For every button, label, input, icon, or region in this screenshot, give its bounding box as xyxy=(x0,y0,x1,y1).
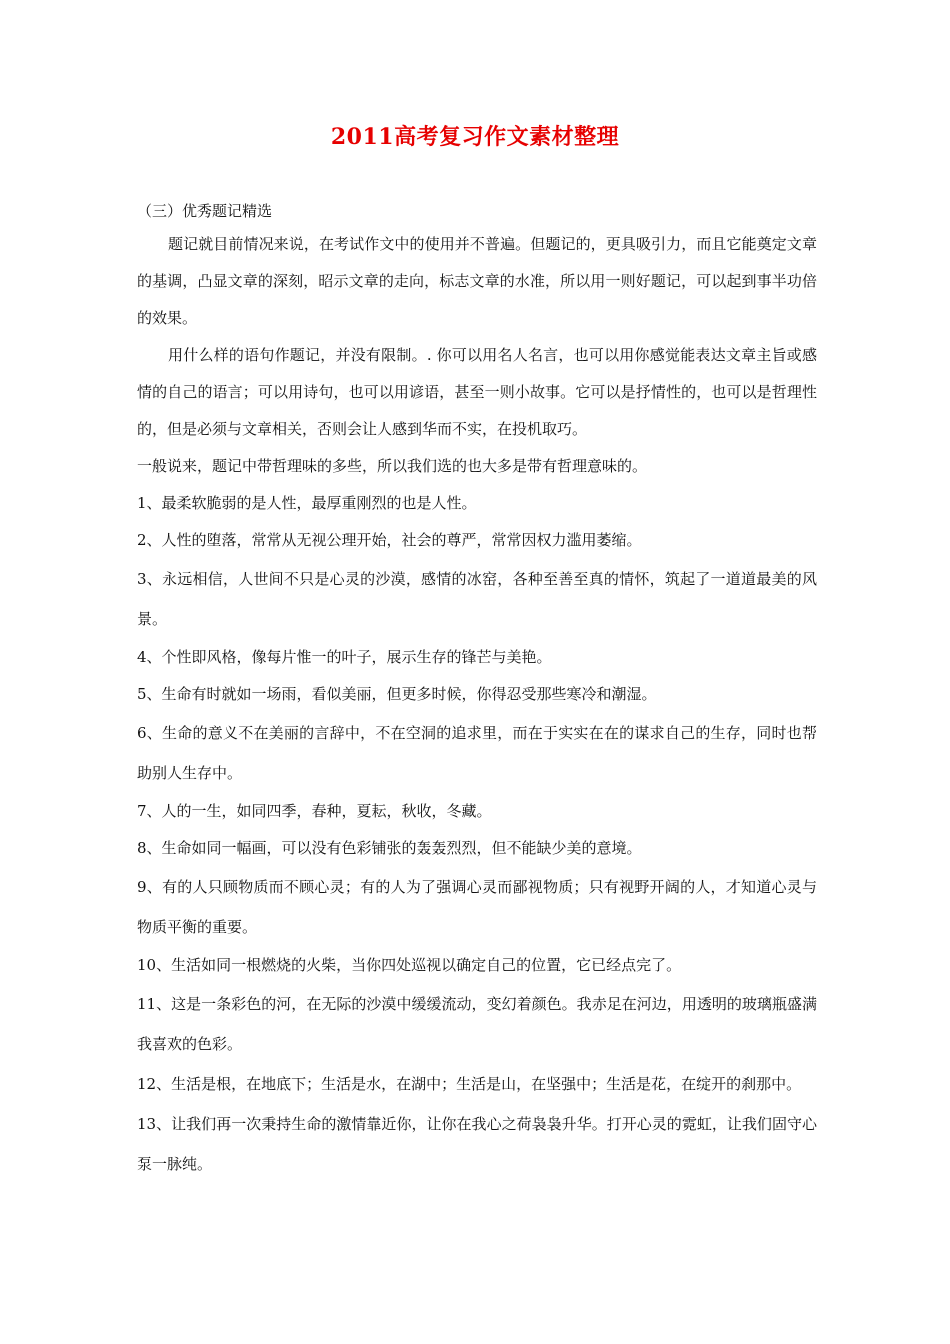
quote-item: 8、生命如同一幅画，可以没有色彩铺张的轰轰烈烈，但不能缺少美的意境。 xyxy=(137,839,642,857)
intro-paragraph: 题记就目前情况来说，在考试作文中的使用并不普遍。但题记的，更具吸引力，而且它能奠定文章的基调，凸显文章的深刻，昭示文章的走向，标志文章的水准，所以用一则好题记，可以起到事半功倍的效果。 xyxy=(137,235,817,327)
quote-item: 10、生活如同一根燃烧的火柴，当你四处巡视以确定自己的位置，它已经点完了。 xyxy=(137,956,682,974)
quote-item: 13、让我们再一次秉持生命的激情靠近你，让你在我心之荷袅袅升华。打开心灵的霓虹，让我们固守心泵一脉纯。 xyxy=(137,1115,817,1173)
quote-item: 4、个性即风格，像每片惟一的叶子，展示生存的锋芒与美艳。 xyxy=(137,648,552,666)
quote-item: 2、人性的堕落，常常从无视公理开始，社会的尊严，常常因权力滥用萎缩。 xyxy=(137,531,642,549)
quote-item: 7、人的一生，如同四季，春种，夏耘，秋收，冬藏。 xyxy=(137,802,492,820)
intro-paragraph: 用什么样的语句作题记，并没有限制。. 你可以用名人名言，也可以用你感觉能表达文章主旨或感情的自己的语言；可以用诗句，也可以用谚语，甚至一则小故事。它可以是抒情性的，也可以是哲理性的，但是必须与文章相关，否则会让人感到华而不实，在投机取巧。 xyxy=(137,346,817,438)
quote-item: 6、生命的意义不在美丽的言辞中，不在空洞的追求里，而在于实实在在的谋求自己的生存，同时也帮助别人生存中。 xyxy=(137,724,817,782)
summary-line: 一般说来，题记中带哲理味的多些，所以我们选的也大多是带有哲理意味的。 xyxy=(137,457,648,475)
quote-item: 9、有的人只顾物质而不顾心灵；有的人为了强调心灵而鄙视物质；只有视野开阔的人，才知道心灵与物质平衡的重要。 xyxy=(137,878,817,936)
document-body xyxy=(137,196,817,1184)
quote-item: 11、这是一条彩色的河，在无际的沙漠中缓缓流动，变幻着颜色。我赤足在河边，用透明的玻璃瓶盛满我喜欢的色彩。 xyxy=(137,995,817,1053)
quote-item: 1、最柔软脆弱的是人性，最厚重刚烈的也是人性。 xyxy=(137,494,477,512)
quote-item: 5、生命有时就如一场雨，看似美丽，但更多时候，你得忍受那些寒冷和潮湿。 xyxy=(137,685,657,703)
document-title: 2011高考复习作文素材整理 xyxy=(330,124,620,150)
quote-item: 3、永远相信，人世间不只是心灵的沙漠，感情的冰窑，各种至善至真的情怀，筑起了一道道最美的风景。 xyxy=(137,570,817,628)
section-heading: （三）优秀题记精选 xyxy=(137,202,273,220)
quote-item: 12、生活是根，在地底下；生活是水，在湖中；生活是山，在坚强中；生活是花，在绽开的刹那中。 xyxy=(137,1075,802,1093)
